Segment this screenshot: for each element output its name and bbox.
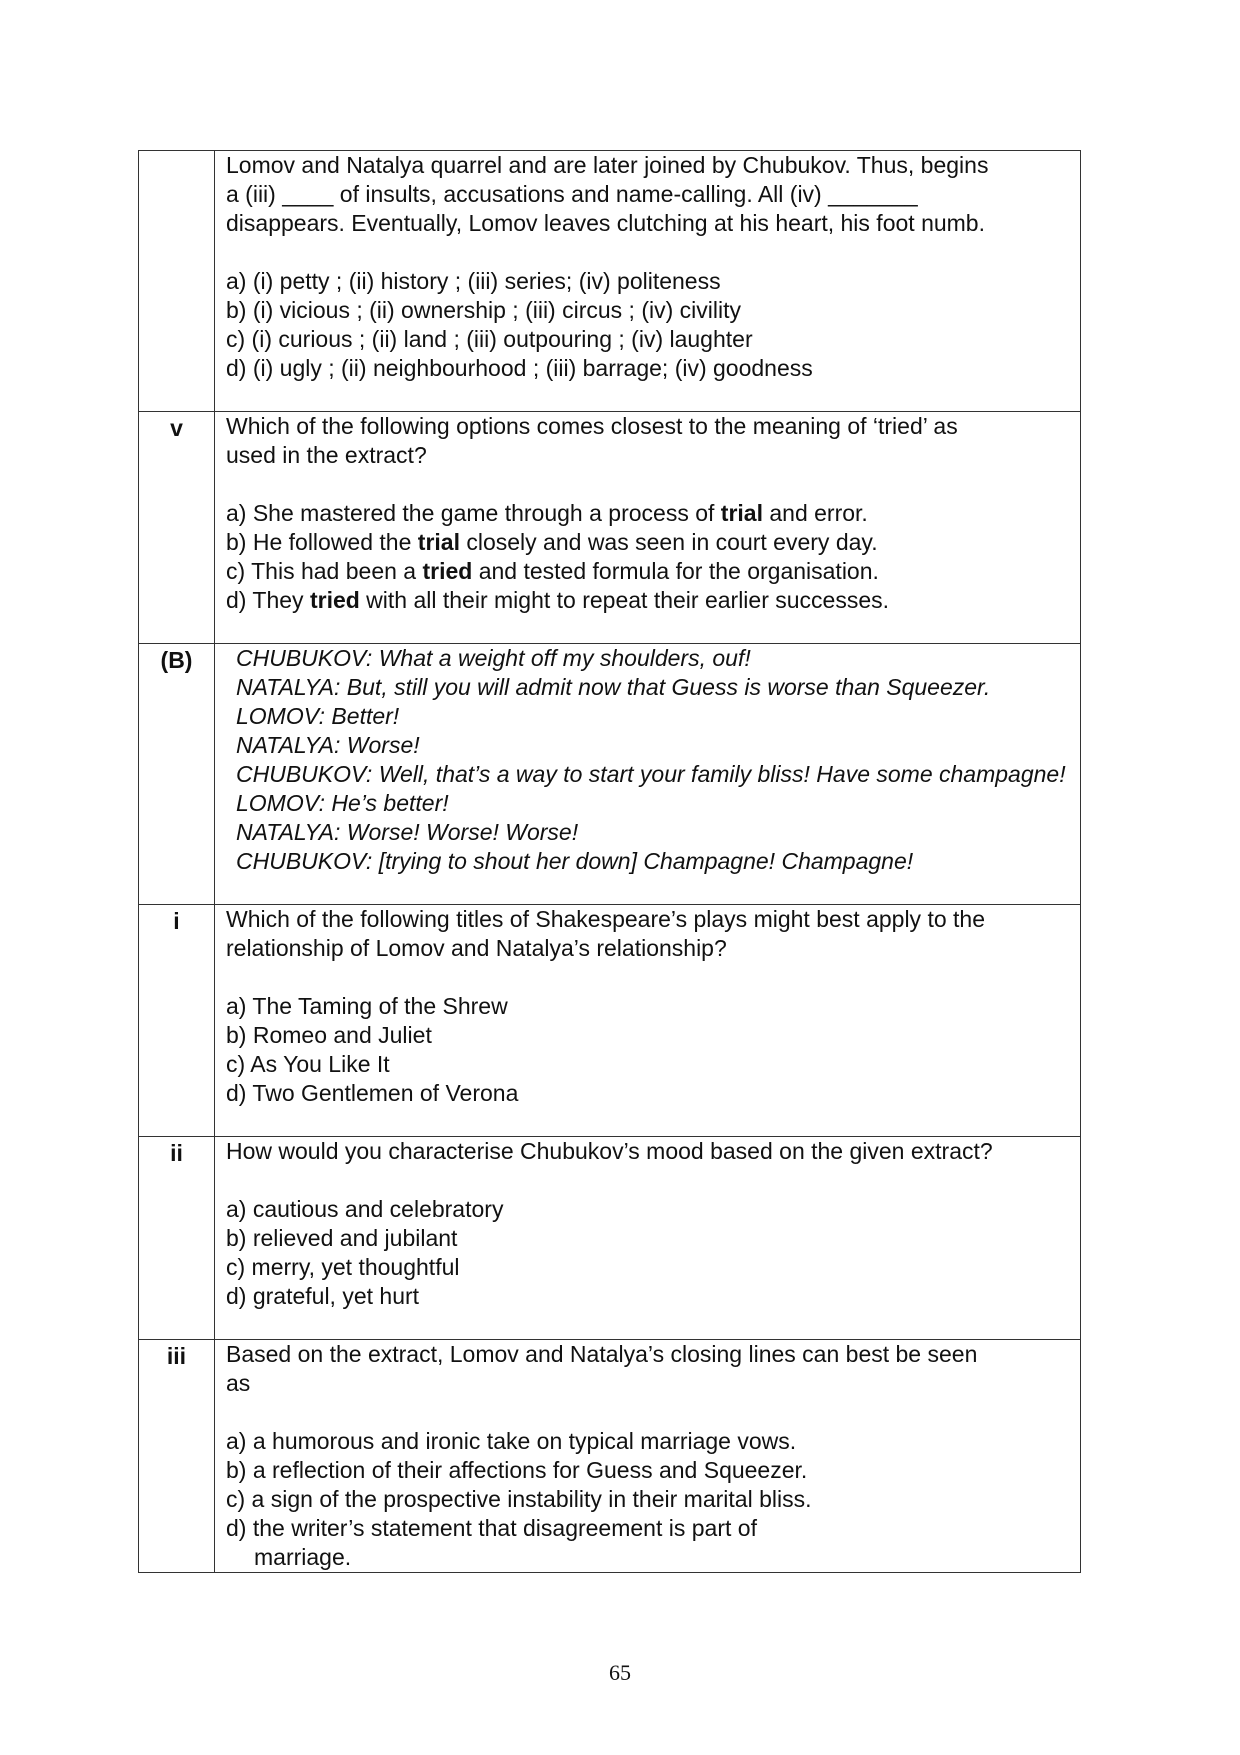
question-body-cell <box>215 1340 1081 1573</box>
answer-option-a: a) The Taming of the Shrew <box>226 993 508 1019</box>
answer-option-c: c) merry, yet thoughtful <box>226 1254 460 1280</box>
answer-option-c: c) a sign of the prospective instability in their marital bliss. <box>226 1486 812 1512</box>
answer-option-d: d) They tried with all their might to repeat their earlier successes. <box>226 587 890 613</box>
answer-option-b: b) relieved and jubilant <box>226 1225 458 1251</box>
question-text: How would you characterise Chubukov’s mood based on the given extract? <box>226 1138 993 1164</box>
dialogue-line: NATALYA: Worse! <box>236 732 420 758</box>
answer-option-a: a) (i) petty ; (ii) history ; (iii) series; (iv) politeness <box>226 268 721 294</box>
dialogue-line: LOMOV: Better! <box>236 703 400 729</box>
question-row-iii <box>139 1340 1081 1573</box>
question-body-cell <box>215 905 1081 1137</box>
extract-cell <box>215 644 1081 905</box>
answer-option-d: d) the writer’s statement that disagreement is part of <box>226 1515 757 1541</box>
question-row-continued <box>139 151 1081 412</box>
question-row-i <box>139 905 1081 1137</box>
question-number: v <box>139 412 215 644</box>
page-number: 65 <box>609 1660 631 1685</box>
dialogue-line: NATALYA: Worse! Worse! Worse! <box>236 819 579 845</box>
question-text: Based on the extract, Lomov and Natalya’s closing lines can best be seen <box>226 1341 978 1367</box>
question-body-cell <box>215 1137 1081 1340</box>
answer-option-d-continuation: marriage. <box>254 1544 352 1570</box>
question-text: used in the extract? <box>226 442 427 468</box>
question-number: ii <box>139 1137 215 1340</box>
dialogue-line: CHUBUKOV: Well, that’s a way to start your family bliss! Have some champagne! <box>236 761 1066 787</box>
question-row-ii <box>139 1137 1081 1340</box>
answer-option-c: c) As You Like It <box>226 1051 390 1077</box>
question-body-cell <box>215 412 1081 644</box>
dialogue-line: CHUBUKOV: What a weight off my shoulders, ouf! <box>236 645 751 671</box>
extract-label: (B) <box>139 644 215 905</box>
question-text: Which of the following titles of Shakespeare’s plays might best apply to the <box>226 906 985 932</box>
answer-option-a: a) cautious and celebratory <box>226 1196 504 1222</box>
answer-option-b: b) He followed the trial closely and was seen in court every day. <box>226 529 878 555</box>
question-text: relationship of Lomov and Natalya’s relationship? <box>226 935 727 961</box>
question-text: Which of the following options comes closest to the meaning of ‘tried’ as <box>226 413 958 439</box>
dialogue-line: CHUBUKOV: [trying to shout her down] Champagne! Champagne! <box>236 848 914 874</box>
answer-option-d: d) (i) ugly ; (ii) neighbourhood ; (iii) barrage; (iv) goodness <box>226 355 813 381</box>
answer-option-a: a) She mastered the game through a process of trial and error. <box>226 500 868 526</box>
question-body-cell <box>215 151 1081 412</box>
extract-row-b <box>139 644 1081 905</box>
question-number: i <box>139 905 215 1137</box>
answer-option-d: d) grateful, yet hurt <box>226 1283 420 1309</box>
question-number-cell <box>139 151 215 412</box>
question-row-v <box>139 412 1081 644</box>
answer-option-d: d) Two Gentlemen of Verona <box>226 1080 519 1106</box>
passage-line: a (iii) ____ of insults, accusations and name-calling. All (iv) _______ <box>226 181 918 207</box>
dialogue-line: LOMOV: He’s better! <box>236 790 449 816</box>
passage-line: Lomov and Natalya quarrel and are later joined by Chubukov. Thus, begins <box>226 152 989 178</box>
answer-option-c: c) This had been a tried and tested formula for the organisation. <box>226 558 879 584</box>
answer-option-b: b) Romeo and Juliet <box>226 1022 432 1048</box>
answer-option-b: b) (i) vicious ; (ii) ownership ; (iii) circus ; (iv) civility <box>226 297 741 323</box>
answer-option-c: c) (i) curious ; (ii) land ; (iii) outpouring ; (iv) laughter <box>226 326 753 352</box>
question-number: iii <box>139 1340 215 1573</box>
passage-line: disappears. Eventually, Lomov leaves clutching at his heart, his foot numb. <box>226 210 985 236</box>
question-table <box>138 150 1081 1573</box>
dialogue-line: NATALYA: But, still you will admit now that Guess is worse than Squeezer. <box>236 674 991 700</box>
answer-option-a: a) a humorous and ironic take on typical marriage vows. <box>226 1428 797 1454</box>
question-text: as <box>226 1370 251 1396</box>
answer-option-b: b) a reflection of their affections for Guess and Squeezer. <box>226 1457 808 1483</box>
